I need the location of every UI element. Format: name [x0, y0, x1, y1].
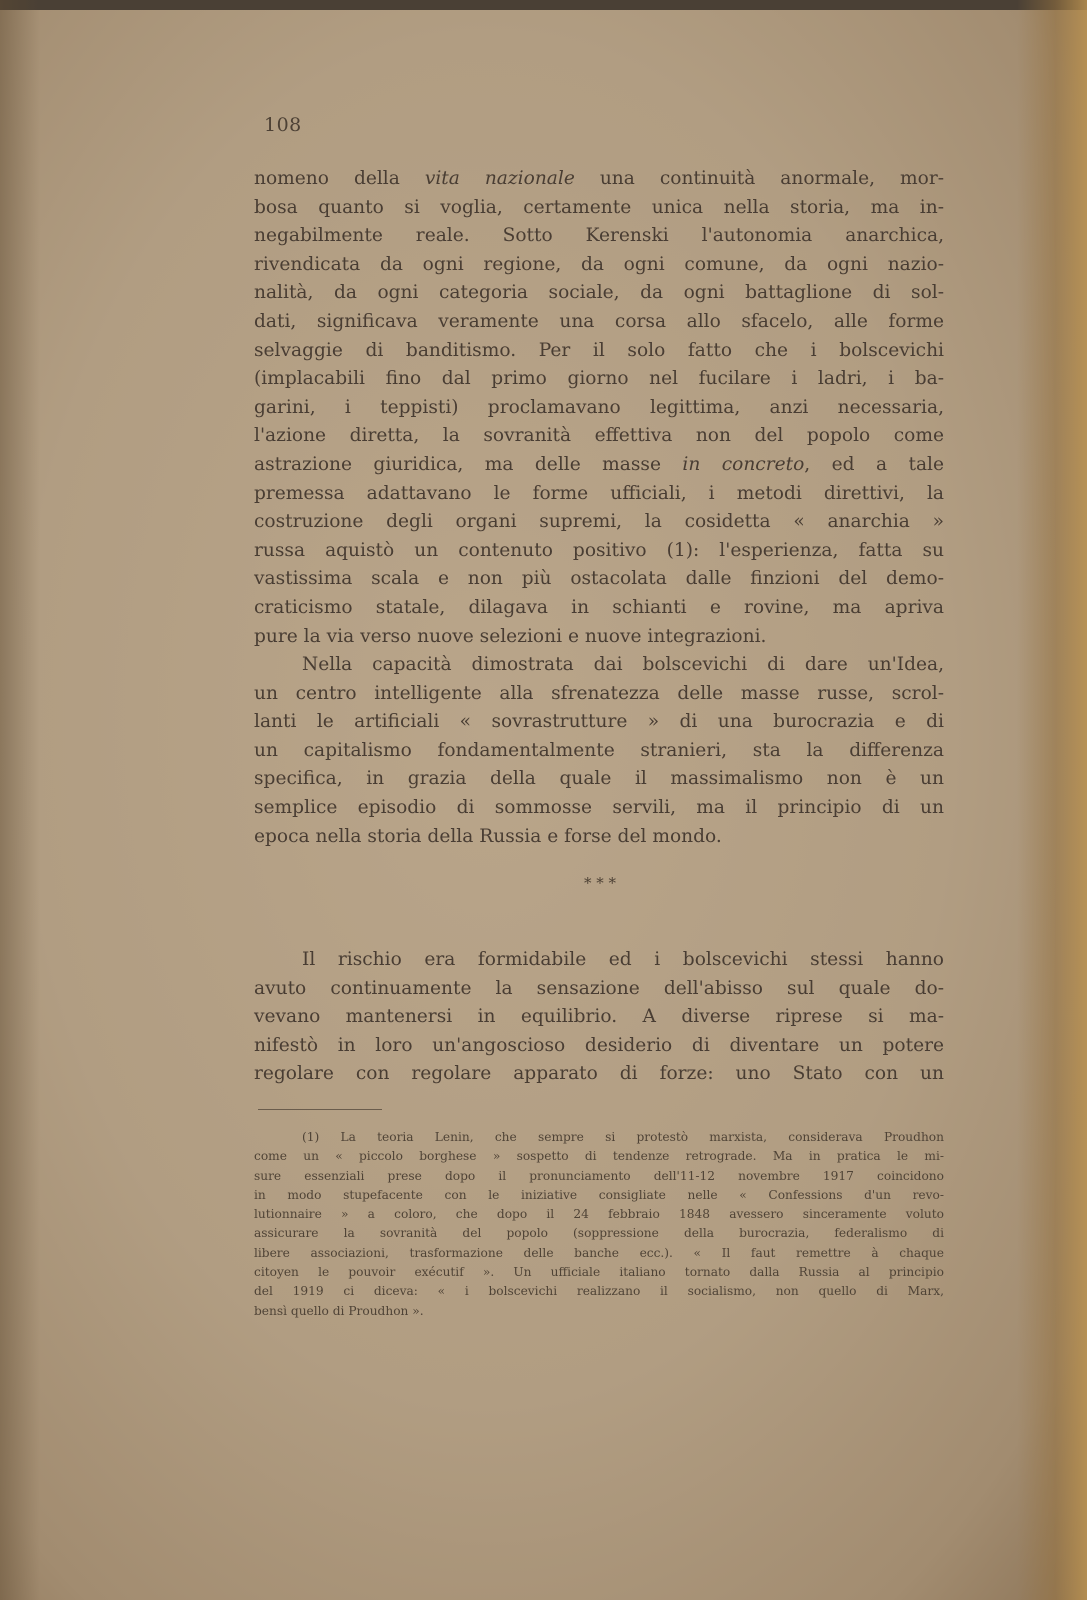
text-line: avuto continuamente la sensazione dell'abisso sul quale do-: [254, 977, 944, 999]
italic-emphasis: vita nazionale: [424, 168, 575, 189]
footnote-line: lutionnaire » a coloro, che dopo il 24 febbraio 1848 avessero sinceramente voluto: [254, 1207, 944, 1222]
text-line: specifica, in grazia della quale il massimalismo non è un: [254, 768, 944, 790]
text-line: lanti le artificiali « sovrastrutture » di una burocrazia e di: [254, 711, 944, 733]
text-line: nifestò in loro un'angoscioso desiderio di diventare un potere: [254, 1034, 944, 1056]
text-line: negabilmente reale. Sotto Kerenski l'autonomia anarchica,: [254, 225, 944, 247]
text-line: costruzione degli organi supremi, la cosidetta « anarchia »: [254, 511, 944, 533]
section-asterism: * * *: [583, 874, 617, 892]
main-text-lower: [254, 946, 944, 1089]
text-line: vastissima scala e non più ostacolata dalle finzioni del demo-: [254, 568, 944, 590]
main-text-upper: [254, 165, 944, 851]
text-line: bosa quanto si voglia, certamente unica nella storia, ma in-: [254, 196, 944, 218]
text-line: nomeno della vita nazionale una continuità anormale, mor-: [254, 168, 944, 189]
text-line: semplice episodio di sommosse servili, ma il principio di un: [254, 797, 944, 819]
footnote-line: citoyen le pouvoir exécutif ». Un ufficiale italiano tornato dalla Russia al principio: [254, 1265, 944, 1280]
text-line: astrazione giuridica, ma delle masse in concreto, ed a tale: [254, 453, 944, 475]
footnote-line: del 1919 ci diceva: « i bolscevichi realizzano il socialismo, non quello di Marx,: [254, 1284, 944, 1299]
text-line: craticismo statale, dilagava in schianti e rovine, ma apriva: [254, 596, 944, 618]
text-line: garini, i teppisti) proclamavano legittima, anzi necessaria,: [254, 396, 944, 418]
text-line: un capitalismo fondamentalmente stranieri, sta la differenza: [254, 739, 944, 761]
text-line: l'azione diretta, la sovranità effettiva non del popolo come: [254, 425, 944, 447]
text-line: dati, significava veramente una corsa allo sfacelo, alle forme: [254, 310, 944, 332]
text-line: regolare con regolare apparato di forze: uno Stato con un: [254, 1063, 944, 1085]
italic-emphasis: in concreto: [682, 453, 805, 475]
footnote-line: (1) La teoria Lenin, che sempre si protestò marxista, considerava Proudhon: [302, 1130, 944, 1144]
text-line: epoca nella storia della Russia e forse del mondo.: [254, 825, 722, 847]
text-line: rivendicata da ogni regione, da ogni comune, da ogni nazio-: [254, 253, 944, 275]
text-line: russa aquistò un contenuto positivo (1): l'esperienza, fatta su: [254, 539, 944, 561]
text-line: selvaggie di banditismo. Per il solo fatto che i bolscevichi: [254, 339, 944, 361]
text-line: vevano mantenersi in equilibrio. A diverse riprese si ma-: [254, 1006, 944, 1028]
text-line: un centro intelligente alla sfrenatezza delle masse russe, scrol-: [254, 682, 944, 704]
footnote-divider: [258, 1109, 382, 1110]
footnote-line: bensì quello di Proudhon ».: [254, 1303, 424, 1318]
footnote-line: libere associazioni, trasformazione delle banche ecc.). « Il faut remettre à chaque: [254, 1245, 944, 1260]
text-line: Il rischio era formidabile ed i bolscevichi stessi hanno: [302, 949, 944, 970]
page-right-edge: [1017, 0, 1087, 1600]
footnote-line: in modo stupefacente con le iniziative consigliate nelle « Confessions d'un revo-: [254, 1187, 944, 1202]
footnote-line: assicurare la sovranità del popolo (soppressione della burocrazia, federalismo di: [254, 1226, 944, 1241]
footnote-line: come un « piccolo borghese » sospetto di tendenze retrograde. Ma in pratica le mi-: [254, 1149, 944, 1164]
text-line: premessa adattavano le forme ufficiali, i metodi direttivi, la: [254, 482, 944, 504]
scan-top-border: [0, 0, 1087, 10]
page-number: 108: [264, 114, 302, 136]
footnote-block: [254, 1128, 944, 1321]
page-left-shadow: [0, 0, 40, 1600]
text-line: nalità, da ogni categoria sociale, da ogni battaglione di sol-: [254, 282, 944, 304]
text-line: pure la via verso nuove selezioni e nuove integrazioni.: [254, 625, 767, 647]
text-line: Nella capacità dimostrata dai bolscevichi di dare un'Idea,: [302, 654, 944, 676]
footnote-line: sure essenziali prese dopo il pronunciamento dell'11-12 novembre 1917 coincidono: [254, 1168, 944, 1183]
text-line: (implacabili fino dal primo giorno nel fucilare i ladri, i ba-: [254, 368, 944, 390]
